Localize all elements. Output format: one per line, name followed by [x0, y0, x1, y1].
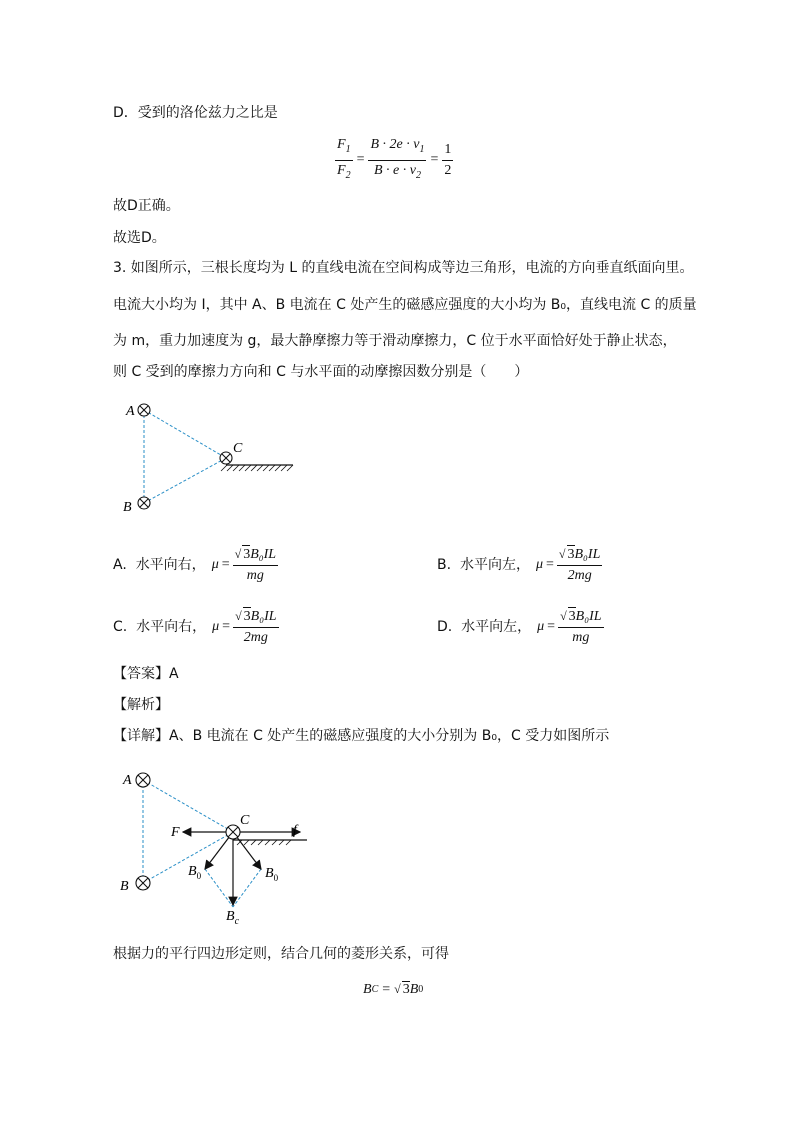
label-c: C — [233, 441, 243, 456]
final-equation: B C = √ 3 B 0 — [363, 981, 424, 997]
current-c-icon-2 — [226, 825, 240, 839]
option-a-num: B₀IL — [250, 547, 277, 562]
final-rhs: B — [409, 981, 419, 997]
option-b[interactable] — [437, 545, 602, 585]
label-bc: $B_c$ — [226, 909, 240, 927]
ratio-equation — [335, 136, 453, 185]
triangle-figure — [115, 398, 305, 518]
current-a-icon-2 — [136, 773, 150, 787]
option-a-eq: = — [221, 557, 230, 572]
res-num: 1 — [442, 141, 453, 161]
option-d-line — [113, 103, 278, 123]
option-a-den: mg — [246, 568, 264, 583]
option-d-mu: μ — [537, 619, 545, 634]
option-b-fraction: $\frac{\text{√ 3B₀IL}}{2mg}$ — [558, 547, 601, 583]
option-c-root: 3 — [243, 609, 251, 624]
option-b-mu: μ — [535, 557, 543, 572]
label-b-2: B — [120, 879, 129, 894]
lhs-num-sub: 1 — [345, 143, 351, 155]
lhs-den: F — [337, 162, 346, 178]
option-b-eq: = — [546, 557, 554, 572]
option-c-mu: μ — [212, 619, 220, 634]
label-friction-f: f — [293, 823, 297, 838]
q3-line-4: 则 C 受到的摩擦力方向和 C 与水平面的动摩擦因数分别是（ ） — [113, 364, 529, 380]
option-c[interactable] — [113, 607, 279, 647]
mid-num-sub: 1 — [419, 143, 425, 155]
option-d-prefix: D． — [113, 105, 138, 121]
conclusion-1: 故D正确。 — [113, 198, 180, 214]
option-c-direction: 水平向右， — [136, 619, 207, 635]
option-d-text: 受到的洛伦兹力之比是 — [137, 105, 278, 121]
option-d-label: D. — [437, 619, 453, 635]
ground-hatch-2 — [237, 840, 291, 845]
final-rhs-sub: 0 — [418, 984, 424, 995]
option-d-num: B₀IL — [575, 609, 602, 624]
option-d[interactable] — [437, 607, 604, 647]
edge-ac — [144, 410, 226, 458]
q3-line-2: 电流大小均为 I，其中 A、B 电流在 C 处产生的磁感应强度的大小均为 B₀，直线电流 C 的质量 — [113, 297, 697, 313]
final-root: 3 — [402, 982, 410, 997]
option-c-den: 2mg — [243, 630, 268, 645]
option-c-eq: = — [222, 619, 231, 634]
current-a-icon — [138, 404, 150, 416]
label-force-f: F — [171, 825, 180, 840]
option-a-mu: μ — [211, 557, 219, 572]
option-d-direction: 水平向左， — [461, 619, 532, 635]
option-a-root: 3 — [243, 547, 251, 562]
ratio-mid — [368, 136, 426, 185]
option-c-label: C. — [113, 619, 128, 635]
mid-den-sub: 2 — [415, 169, 421, 181]
label-b: B — [123, 500, 132, 515]
option-b-direction: 水平向左， — [459, 557, 530, 573]
label-a: A — [126, 404, 135, 419]
option-b-den: 2mg — [567, 568, 592, 583]
option-b-root: 3 — [567, 547, 575, 562]
label-b0-left: $B_0$ — [188, 864, 202, 881]
option-d-root: 3 — [568, 609, 576, 624]
option-a[interactable] — [113, 545, 278, 585]
edge-bc — [144, 458, 226, 503]
analysis-heading: 【解析】 — [113, 697, 169, 713]
final-lhs: B — [363, 981, 372, 997]
answer-line: 【答案】A — [113, 666, 179, 682]
ratio-lhs — [335, 136, 353, 185]
option-a-fraction: $\frac{\text{√ 3B₀IL}}{mg}$ — [234, 547, 277, 583]
option-c-fraction: $\frac{\text{√ 3B₀IL}}{2mg}$ — [235, 609, 277, 645]
current-c-icon — [220, 452, 232, 464]
res-den: 2 — [444, 162, 452, 178]
final-eq-sign: = — [382, 981, 391, 997]
label-a-2: A — [123, 773, 132, 788]
mid-num: B · 2e · v — [370, 137, 420, 152]
current-b-icon — [138, 497, 150, 509]
conclusion-2: 故选D。 — [113, 230, 166, 246]
detail-line: 【详解】A、B 电流在 C 处产生的磁感应强度的大小分别为 B₀，C 受力如图所示 — [113, 728, 610, 744]
lhs-num: F — [337, 137, 346, 152]
final-lhs-sub: C — [371, 984, 379, 995]
rhombus-right — [233, 869, 261, 907]
option-a-direction: 水平向右， — [135, 557, 206, 573]
ratio-result — [442, 141, 453, 180]
mid-den: B · e · v — [373, 162, 416, 178]
bottom-text: 根据力的平行四边形定则，结合几何的菱形关系，可得 — [113, 946, 449, 962]
option-a-label: A. — [113, 557, 127, 573]
current-b-icon-2 — [136, 876, 150, 890]
force-figure — [115, 762, 315, 927]
label-c-2: C — [240, 813, 250, 828]
lhs-den-sub: 2 — [345, 169, 351, 181]
ratio-eq-sign-1: = — [356, 152, 365, 168]
option-d-fraction: $\frac{\text{√ 3B₀IL}}{mg}$ — [560, 609, 602, 645]
ground-hatch — [221, 465, 293, 471]
option-c-num: B₀IL — [250, 609, 277, 624]
option-b-num: B₀IL — [574, 547, 601, 562]
q3-line-3: 为 m，重力加速度为 g，最大静摩擦力等于滑动摩擦力，C 位于水平面恰好处于静止状态， — [113, 333, 677, 349]
option-b-label: B. — [437, 557, 452, 573]
option-d-den: mg — [572, 630, 590, 645]
edge-ac-2 — [143, 780, 233, 832]
ratio-eq-sign-2: = — [430, 152, 439, 168]
label-b0-right: $B_0$ — [265, 866, 279, 883]
q3-line-1: 3. 如图所示，三根长度均为 L 的直线电流在空间构成等边三角形，电流的方向垂直纸面向里。 — [113, 260, 694, 276]
option-d-eq: = — [547, 619, 556, 634]
rhombus-left — [205, 869, 233, 907]
